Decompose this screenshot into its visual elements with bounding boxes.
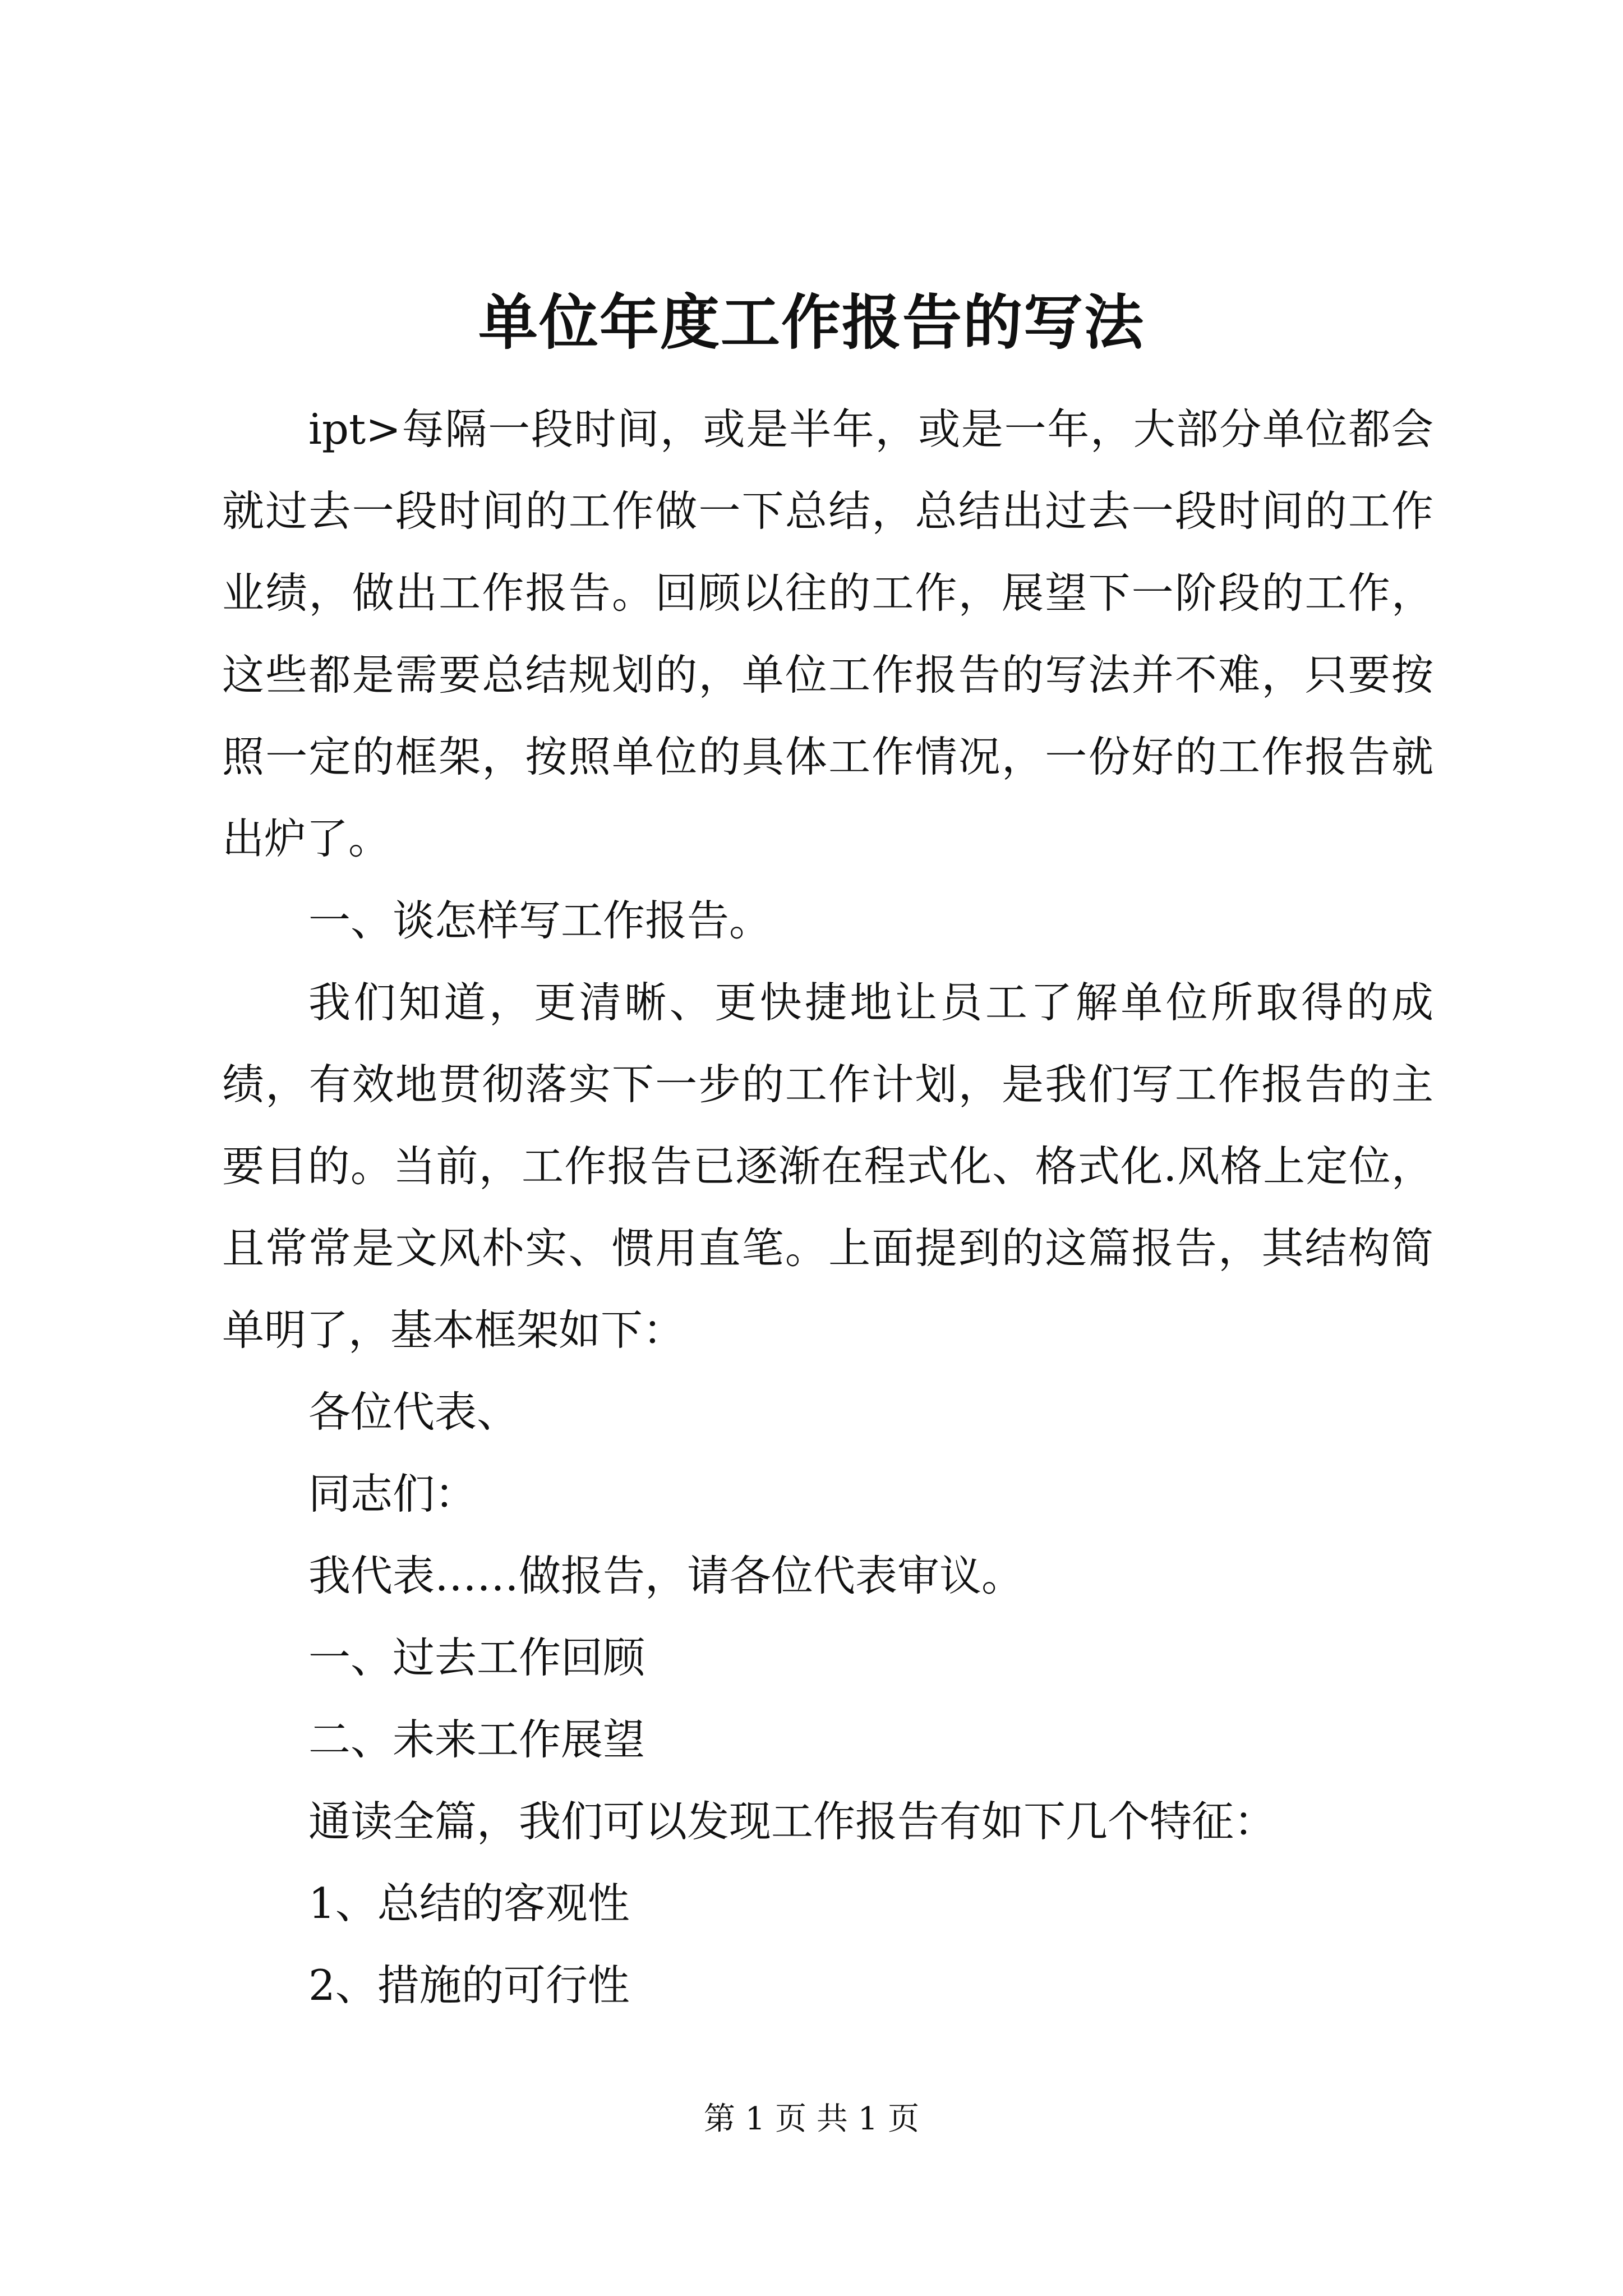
framework-line-comrades: 同志们： [308,1469,477,1519]
framework-line-report-intro: 我代表……做报告，请各位代表审议。 [308,1551,1024,1600]
paragraph-features-intro: 通读全篇，我们可以发现工作报告有如下几个特征： [308,1797,1276,1846]
feature-item-feasibility: 2、措施的可行性 [308,1961,630,2010]
framework-line-future-outlook: 二、未来工作展望 [308,1715,645,1764]
paragraph-purpose: 我们知道，更清晰、更快捷地让员工了解单位所取得的成绩，有效地贯彻落实下一步的工作计划，是我们写工作报告的主要目的。当前，工作报告已逐渐在程式化、格式化.风格上定位，且常常是文风朴实、惯用直笔。上面提到的这篇报告，其结构简单明了，基本框架如下： [222,978,1433,1355]
document-body [222,388,1433,2026]
document-title: 单位年度工作报告的写法 [478,287,1145,357]
framework-line-salutation: 各位代表、 [308,1387,519,1437]
feature-item-objectivity: 1、总结的客观性 [308,1879,630,1928]
section-heading-how-to-write: 一、谈怎样写工作报告。 [308,896,772,945]
page-footer: 第 1 页 共 1 页 [703,2101,920,2137]
framework-line-past-review: 一、过去工作回顾 [308,1633,645,1682]
paragraph-intro: ipt>每隔一段时间，或是半年，或是一年，大部分单位都会就过去一段时间的工作做一下总结，总结出过去一段时间的工作业绩，做出工作报告。回顾以往的工作，展望下一阶段的工作，这些都是需要总结规划的，单位工作报告的写法并不难，只要按照一定的框架，按照单位的具体工作情况，一份好的工作报告就出炉了。 [222,404,1433,863]
